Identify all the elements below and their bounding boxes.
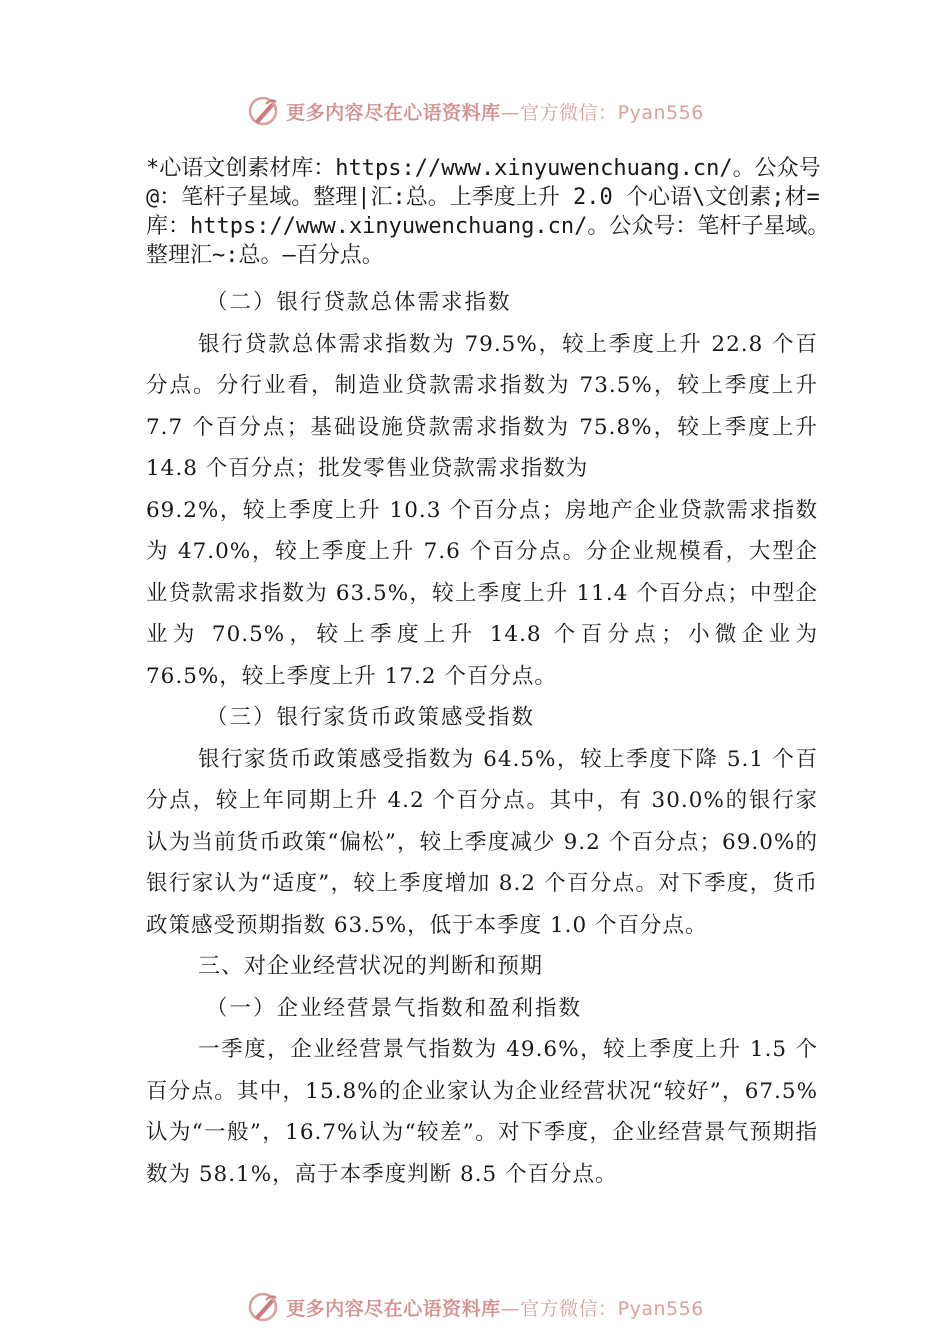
section-title-enterprise: 三、对企业经营状况的判断和预期: [198, 954, 544, 979]
paragraph-monetary-policy: 银行家货币政策感受指数为 64.5%，较上季度下降 5.1 个百分点，较上年同期上升 4.2 个百分点。其中，有 30.0%的银行家认为当前货币政策“偏松”，较上季度减少 9.2 个百分点；69.0%的银行家认为“适度”，较上季度增加 8.2 个百分点。对下季度，货币政策感受预期指数 63.5%，低于本季度 1.0 个百分点。: [146, 746, 818, 938]
section-heading-monetary-policy: （三）银行家货币政策感受指数: [206, 705, 536, 730]
paragraph-loan-demand: 银行贷款总体需求指数为 79.5%，较上季度上升 22.8 个百分点。分行业看，制造业贷款需求指数为 73.5%，较上季度上升 7.7 个百分点；基础设施贷款需求指数为 75.8%，较上季度上升 14.8 个百分点；批发零售业贷款需求指数为: [146, 331, 818, 481]
pen-logo-icon: [246, 1290, 280, 1324]
section-heading-loan-demand: （二）银行贷款总体需求指数: [206, 290, 512, 315]
paragraph-loan-demand-cont: 69.2%，较上季度上升 10.3 个百分点；房地产企业贷款需求指数为 47.0%，较上季度上升 7.6 个百分点。分企业规模看，大型企业贷款需求指数为 63.5%，较上季度上升 11.4 个百分点；中型企业为 70.5%，较上季度上升 14.8 个百分点；小微企业为 76.5%，较上季度上升 17.2 个百分点。: [146, 497, 818, 689]
document-body: [146, 282, 818, 1195]
pen-logo-icon: [246, 94, 280, 128]
header-banner: [0, 94, 950, 128]
watermark-text: *心语文创素材库：https://www.xinyuwenchuang.cn/。公众号@：笔杆子星域。整理|汇:总。上季度上升 2.0 个心语\文创素;材=库：https://www.xinyuwenchuang.cn/。公众号：笔杆子星域。整理汇~:总。—百分点。: [146, 156, 830, 268]
footer-banner-text: 更多内容尽在心语资料库—官方微信：Pyan556: [286, 1297, 704, 1320]
header-banner-text: 更多内容尽在心语资料库—官方微信：Pyan556: [286, 101, 704, 124]
footer-banner: [0, 1290, 950, 1324]
paragraph-enterprise: 一季度，企业经营景气指数为 49.6%，较上季度上升 1.5 个百分点。其中，15.8%的企业家认为企业经营状况“较好”，67.5%认为“一般”，16.7%认为“较差”。对下季度，企业经营景气预期指数为 58.1%，高于本季度判断 8.5 个百分点。: [146, 1037, 818, 1187]
section-heading-enterprise: （一）企业经营景气指数和盈利指数: [206, 995, 583, 1021]
